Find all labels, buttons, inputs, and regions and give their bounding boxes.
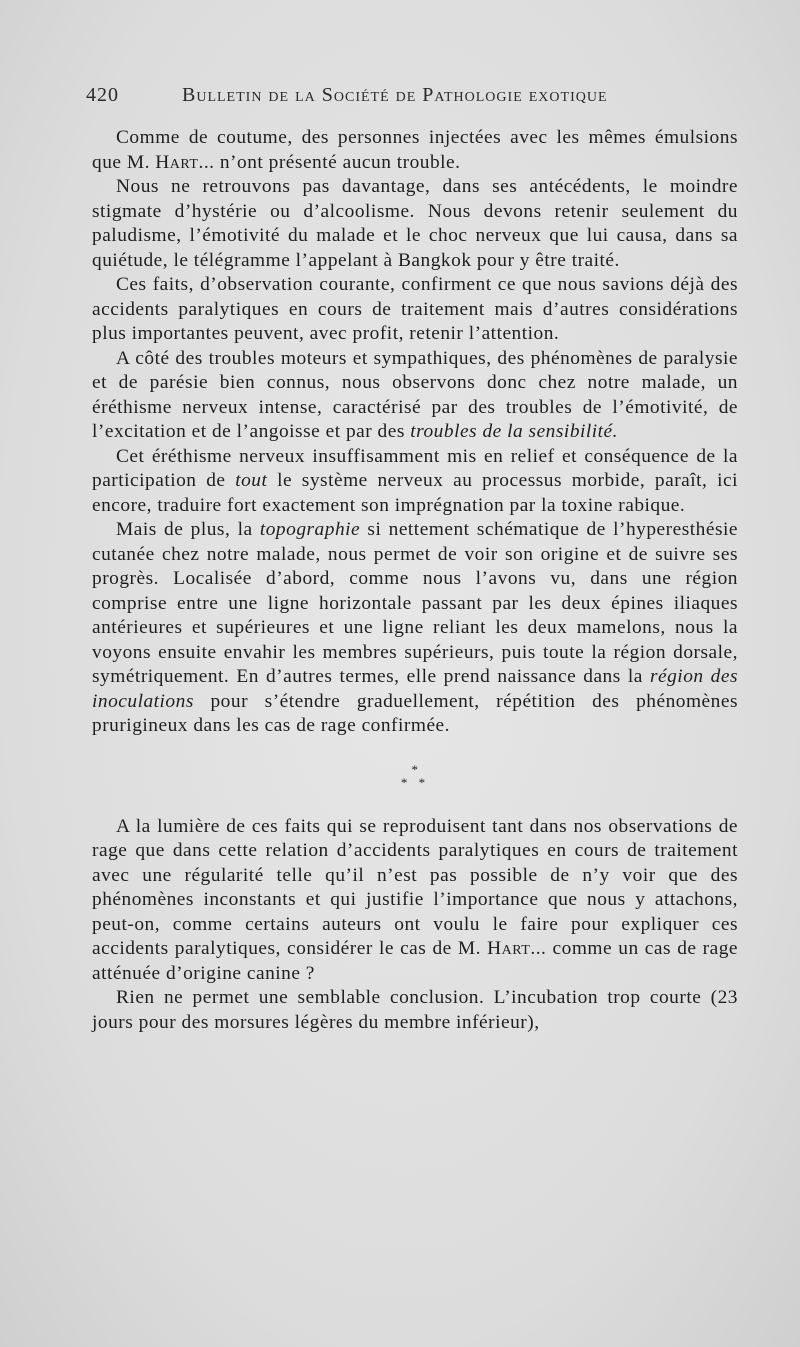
body-paragraph-4: A côté des troubles moteurs et sympathiques, des phénomènes de paralysie et de parésie bien connus, nous observons donc chez notre malade, un éréthisme nerveux intense, caractérisé par des troubles de l’émotivité, de l’excitation et de l’angoisse et par des troubles de la sensibilité. [92,347,738,442]
person-name: Hart [155,151,199,173]
separator-star-bottom: * * [400,774,430,790]
text-section-2 [92,815,738,1036]
section-separator [92,739,738,815]
italic-emphasis: troubles de la sensibilité. [410,421,619,442]
body-after-paragraph-1: A la lumière de ces faits qui se reproduisent tant dans nos observations de rage que dans cette relation d’accidents paralytiques en cours de traitement avec une régularité telle qu’il n’est pas possible de n’y voir que des phénomènes inconstants et qui justifie l’importance que nous y attachons, peut-on, comme certains auteurs ont voulu le faire pour expliquer ces accidents paralytiques, considérer le cas de M. Hart... comme un cas de rage atténuée d’origine canine ? [92,815,738,984]
body-paragraph-5: Cet éréthisme nerveux insuffisamment mis en relief et conséquence de la participation de tout le système nerveux au processus morbide, paraît, ici encore, traduire fort exactement son imprégnation par la toxine rabique. [92,445,738,516]
body-text [92,126,738,1035]
body-paragraph-3: Ces faits, d’observation courante, confirment ce que nous savions déjà des accidents paralytiques en cours de traitement mais d’autres considérations plus importantes peuvent, avec profit, retenir l’attention. [92,274,738,344]
body-paragraph-1: Comme de coutume, des personnes injectées avec les mêmes émulsions que M. Hart... n’ont présenté aucun trouble. [92,127,738,173]
italic-emphasis: région des inoculations [92,666,739,712]
text-section-1 [92,126,738,739]
italic-emphasis: topographie [259,519,361,540]
running-header [86,84,746,116]
body-paragraph-2: Nous ne retrouvons pas davantage, dans ses antécédents, le moindre stigmate d’hystérie ou d’alcoolisme. Nous devons retenir seulement du paludisme, l’émotivité du malade et le choc nerveux que lui causa, dans sa quiétude, le télégramme l’appelant à Bangkok pour y être traité. [92,176,738,271]
italic-emphasis: tout [235,470,268,491]
journal-title: Bulletin de la Société de Pathologie exotique [182,84,608,106]
body-paragraph-6: Mais de plus, la topographie si nettement schématique de l’hyperesthésie cutanée chez notre malade, nous permet de voir son origine et de suivre ses progrès. Localisée d’abord, comme nous l’avons vu, dans une région comprise entre une ligne horizontale passant par les deux épines iliaques antérieures et supérieures et une ligne reliant les deux mamelons, nous la voyons ensuite envahir les membres supérieurs, puis toute la région dorsale, symétriquement. En d’autres termes, elle prend naissance dans la région des inoculations pour s’étendre graduellement, répétition des phénomènes prurigineux dans les cas de rage confirmée. [92,519,739,736]
page-number: 420 [86,84,119,106]
body-after-paragraph-2: Rien ne permet une semblable conclusion. L’incubation trop courte (23 jours pour des morsures légères du membre inférieur), [92,987,738,1033]
separator-star-top: * [411,761,419,777]
person-name: Hart [487,938,531,959]
